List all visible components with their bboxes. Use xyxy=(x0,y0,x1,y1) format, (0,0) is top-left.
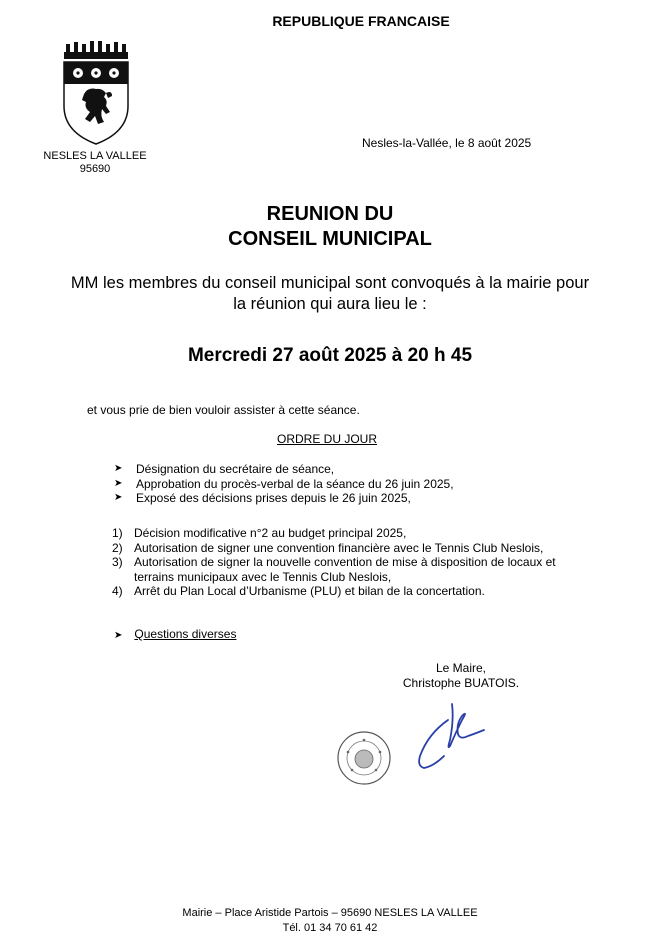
list-item xyxy=(112,526,582,541)
arrow-bullet-icon: ➤ xyxy=(114,630,123,641)
list-item-text: Décision modificative n°2 au budget principal 2025, xyxy=(134,526,407,540)
list-item-text: Autorisation de signer une convention financière avec le Tennis Club Neslois, xyxy=(134,540,544,555)
list-item xyxy=(114,477,454,492)
page-title xyxy=(0,202,660,252)
list-item xyxy=(114,462,454,477)
signature-block xyxy=(386,661,536,690)
commune-name: NESLES LA VALLEE xyxy=(43,150,147,162)
item-number: 4) xyxy=(112,584,123,598)
footer xyxy=(0,906,660,936)
agenda-heading: ORDRE DU JOUR xyxy=(277,432,378,446)
list-item xyxy=(112,541,582,556)
agenda-bullet-list xyxy=(114,462,454,506)
list-item-text: Autorisation de signer la nouvelle convention de mise à disposition de locaux et terrains municipaux avec le Tennis Club Neslois, xyxy=(134,555,556,584)
mairie-stamp-icon xyxy=(336,730,392,786)
questions-diverses xyxy=(114,627,236,641)
closing-line: et vous prie de bien vouloir assister à cette séance. xyxy=(87,403,360,417)
item-number: 2) xyxy=(112,540,123,555)
mayor-signature xyxy=(414,700,494,780)
list-item-text: Approbation du procès-verbal de la séance du 26 juin 2025, xyxy=(136,476,454,491)
arrow-bullet-icon: ➤ xyxy=(114,463,123,474)
footer-address: Mairie – Place Aristide Partois – 95690 NESLES LA VALLEE xyxy=(182,907,478,919)
item-number: 1) xyxy=(112,526,123,540)
republique-heading: REPUBLIQUE FRANCAISE xyxy=(272,13,450,29)
questions-text: Questions diverses xyxy=(134,627,237,641)
arrow-bullet-icon: ➤ xyxy=(114,477,123,489)
footer-phone: Tél. 01 34 70 61 42 xyxy=(282,922,378,934)
title-line-1: REUNION DU xyxy=(266,203,394,225)
dateline: Nesles-la-Vallée, le 8 août 2025 xyxy=(362,136,532,150)
postal-code: 95690 xyxy=(79,163,111,175)
list-item xyxy=(114,491,454,506)
list-item-text: Désignation du secrétaire de séance, xyxy=(136,462,335,476)
item-number: 3) xyxy=(112,555,123,569)
meeting-date: Mercredi 27 août 2025 à 20 h 45 xyxy=(187,345,473,366)
signatory-name: Christophe BUATOIS. xyxy=(402,675,520,690)
agenda-numbered-list xyxy=(112,526,582,599)
coat-of-arms-icon xyxy=(60,40,132,146)
commune-block xyxy=(20,150,170,176)
title-line-2: CONSEIL MUNICIPAL xyxy=(228,228,432,250)
list-item xyxy=(112,584,582,599)
signatory-title: Le Maire, xyxy=(435,661,487,675)
list-item-text: Exposé des décisions prises depuis le 26 juin 2025, xyxy=(136,491,411,505)
arrow-bullet-icon: ➤ xyxy=(114,492,123,503)
list-item xyxy=(112,555,582,584)
intro-paragraph: MM les membres du conseil municipal sont convoqués à la mairie pour la réunion qui aura lieu le : xyxy=(70,274,590,313)
list-item-text: Arrêt du Plan Local d’Urbanisme (PLU) et bilan de la concertation. xyxy=(134,584,485,598)
